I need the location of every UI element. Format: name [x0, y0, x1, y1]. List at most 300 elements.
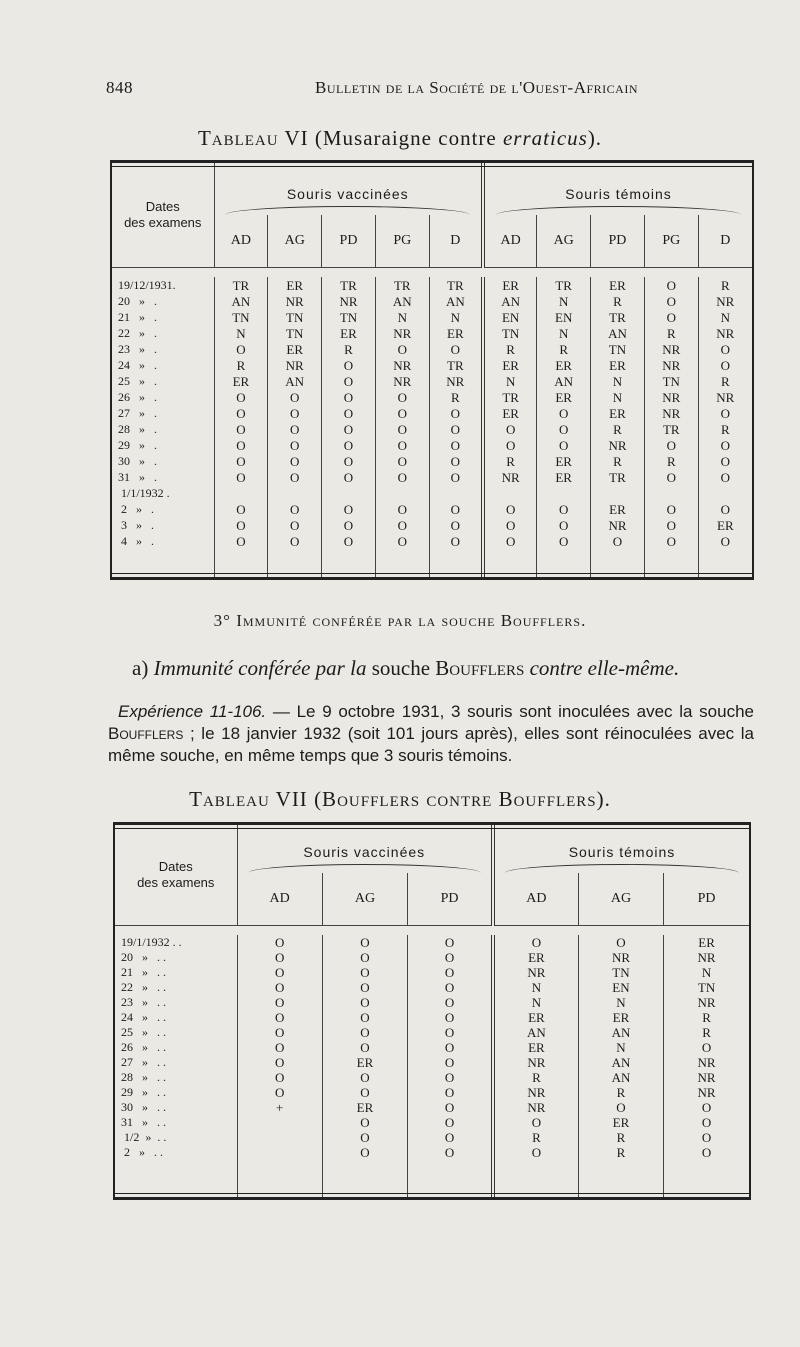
cell-control: R [578, 1145, 663, 1160]
table-row [112, 501, 752, 517]
cell-control: NR [493, 965, 578, 980]
cell-control: R [483, 453, 537, 469]
cell-control: NR [716, 293, 735, 309]
cell-vaccinated: O [375, 517, 429, 533]
row-date: 30 » . [112, 453, 214, 469]
cell-control: N [537, 325, 591, 341]
cell-vaccinated: O [429, 501, 483, 517]
cell-vaccinated: ER [268, 277, 322, 293]
cell-control: TN [483, 325, 537, 341]
cell-vaccinated: O [214, 389, 268, 405]
cell-vaccinated: ER [214, 373, 268, 389]
cell-vaccinated: O [408, 1070, 493, 1085]
cell-vaccinated: O [429, 405, 483, 421]
cell-vaccinated: O [237, 1085, 322, 1100]
cell-vaccinated: O [214, 437, 268, 453]
cell-vaccinated: AN [268, 373, 322, 389]
cell-control: O [720, 501, 731, 517]
cell-vaccinated: O [268, 501, 322, 517]
cell-vaccinated: O [237, 935, 322, 950]
cell-control: R [483, 341, 537, 357]
subhead-plain: souche [366, 656, 436, 680]
cell-control: NR [697, 1055, 716, 1070]
cell-control: N [578, 995, 663, 1010]
cell-vaccinated: O [322, 421, 376, 437]
cell-control: R [721, 373, 730, 389]
subhead-a: a) [132, 656, 154, 680]
table-row [115, 1010, 749, 1025]
cell-vaccinated: TR [375, 277, 429, 293]
cell-control: N [701, 965, 712, 980]
cell-vaccinated [429, 485, 483, 501]
para-part1: — Le 9 octobre 1931, 3 souris sont inoculées avec la souche [266, 702, 754, 721]
cell-vaccinated: O [214, 501, 268, 517]
cell-control: TR [644, 421, 698, 437]
row-date: 3 » . [112, 517, 214, 533]
cell-vaccinated: O [214, 421, 268, 437]
cell-control: TN [591, 341, 645, 357]
table6-group-control [483, 163, 752, 215]
cell-control: O [537, 437, 591, 453]
cell-vaccinated: TN [268, 309, 322, 325]
row-date: 25 » . [112, 373, 214, 389]
cell-control: N [493, 980, 578, 995]
cell-control: O [644, 501, 698, 517]
cell-vaccinated: O [408, 1115, 493, 1130]
row-date: 28 » . . [115, 1070, 237, 1085]
cell-vaccinated: O [322, 1130, 407, 1145]
cell-vaccinated [214, 485, 268, 501]
page-header [106, 78, 758, 102]
cell-vaccinated: O [375, 421, 429, 437]
table7-col-header: AG [578, 873, 663, 925]
cell-control: O [644, 517, 698, 533]
cell-control: O [701, 1115, 712, 1130]
cell-control: TR [537, 277, 591, 293]
cell-vaccinated: AN [375, 293, 429, 309]
cell-vaccinated: O [268, 437, 322, 453]
table7-col-header: PD [697, 890, 716, 906]
cell-control: NR [493, 1100, 578, 1115]
cell-control: ER [483, 405, 537, 421]
cell-vaccinated: O [375, 469, 429, 485]
cell-control: R [578, 1130, 663, 1145]
table6 [110, 160, 754, 580]
cell-vaccinated: O [322, 995, 407, 1010]
table6-col-header: PD [322, 215, 376, 267]
cell-control: O [644, 533, 698, 549]
cell-control: O [483, 437, 537, 453]
table7-dates-header [115, 825, 237, 925]
row-date: 27 » . . [115, 1055, 237, 1070]
cell-control: O [720, 469, 731, 485]
subhead-italic2: contre elle-même. [524, 656, 680, 680]
cell-vaccinated: O [375, 437, 429, 453]
cell-control: NR [644, 405, 698, 421]
cell-control: AN [493, 1025, 578, 1040]
cell-vaccinated: O [408, 1085, 493, 1100]
cell-vaccinated: O [408, 935, 493, 950]
cell-control: R [702, 1010, 711, 1025]
cell-vaccinated [237, 1130, 322, 1145]
cell-vaccinated: O [268, 469, 322, 485]
table-row [112, 437, 752, 453]
row-date: 25 » . . [115, 1025, 237, 1040]
table6-title-prefix: Tableau VI [197, 126, 309, 150]
table7-group-vaccinated [237, 825, 493, 873]
table7-col-header: AD [237, 873, 322, 925]
table-row [112, 341, 752, 357]
table7-col-header: AG [322, 873, 407, 925]
cell-vaccinated: NR [375, 357, 429, 373]
cell-vaccinated: O [268, 405, 322, 421]
cell-vaccinated: O [408, 1100, 493, 1115]
cell-control: O [644, 437, 698, 453]
cell-vaccinated: O [408, 950, 493, 965]
table-row [112, 309, 752, 325]
cell-control: O [483, 533, 537, 549]
cell-vaccinated: O [322, 373, 376, 389]
cell-vaccinated: O [408, 980, 493, 995]
cell-vaccinated: O [322, 501, 376, 517]
row-date: 19/1/1932 . . [115, 935, 237, 950]
row-date: 26 » . [112, 389, 214, 405]
cell-vaccinated: O [375, 533, 429, 549]
table7-group-control-label: Souris témoins [568, 844, 676, 860]
row-date: 24 » . . [115, 1010, 237, 1025]
table-row [112, 453, 752, 469]
cell-control [644, 485, 698, 501]
cell-vaccinated: ER [268, 341, 322, 357]
table-row [115, 950, 749, 965]
cell-control: TN [644, 373, 698, 389]
table7-dates-header-2: des examens [137, 874, 215, 890]
row-date: 26 » . . [115, 1040, 237, 1055]
cell-control: O [644, 309, 698, 325]
cell-control: NR [644, 389, 698, 405]
cell-vaccinated: O [214, 469, 268, 485]
cell-vaccinated: O [429, 469, 483, 485]
table7-col-header: AD [493, 873, 578, 925]
cell-control: ER [493, 1040, 578, 1055]
cell-vaccinated: O [237, 995, 322, 1010]
cell-control: EN [483, 309, 537, 325]
cell-control: R [591, 453, 645, 469]
cell-vaccinated [375, 485, 429, 501]
cell-control: NR [697, 1085, 716, 1100]
cell-control: NR [697, 995, 716, 1010]
table6-col-header: AG [537, 215, 591, 267]
table-row [115, 965, 749, 980]
cell-control: O [644, 277, 698, 293]
table-row [112, 389, 752, 405]
cell-vaccinated: O [268, 453, 322, 469]
table7 [113, 822, 751, 1200]
cell-vaccinated: O [408, 995, 493, 1010]
cell-vaccinated: O [237, 980, 322, 995]
table-row [112, 405, 752, 421]
cell-vaccinated: N [429, 309, 483, 325]
cell-vaccinated: O [322, 517, 376, 533]
cell-control: AN [537, 373, 591, 389]
cell-vaccinated: NR [268, 357, 322, 373]
cell-control: TN [578, 965, 663, 980]
cell-vaccinated: O [408, 1145, 493, 1160]
experiment-label: Expérience 11-106. [118, 702, 267, 721]
section3-subhead [132, 656, 679, 681]
cell-control: O [701, 1145, 712, 1160]
row-date: 19/12/1931. [112, 277, 214, 293]
cell-vaccinated: NR [268, 293, 322, 309]
row-date: 30 » . . [115, 1100, 237, 1115]
cell-vaccinated: O [375, 341, 429, 357]
cell-control: ER [537, 453, 591, 469]
cell-control: ER [591, 357, 645, 373]
para-sc: Boufflers [108, 724, 184, 743]
cell-control: ER [591, 405, 645, 421]
cell-vaccinated: O [322, 389, 376, 405]
cell-control: ER [483, 277, 537, 293]
brace-icon [248, 864, 481, 873]
cell-control: O [483, 501, 537, 517]
table7-dates-header-1: Dates [158, 858, 193, 874]
table-row [115, 935, 749, 950]
cell-control [591, 485, 645, 501]
cell-control: NR [716, 325, 735, 341]
cell-control: O [720, 437, 731, 453]
table-row [115, 1025, 749, 1040]
cell-control: O [701, 1040, 712, 1055]
cell-vaccinated: N [375, 309, 429, 325]
cell-vaccinated: O [322, 1145, 407, 1160]
table6-col-header: D [720, 232, 731, 248]
row-date: 31 » . [112, 469, 214, 485]
cell-vaccinated: O [237, 1055, 322, 1070]
brace-icon [225, 206, 470, 215]
cell-control: N [591, 389, 645, 405]
cell-control: O [578, 935, 663, 950]
cell-control: TR [591, 469, 645, 485]
cell-control: TN [697, 980, 716, 995]
cell-control: AN [591, 325, 645, 341]
row-date: 1/1/1932 . [112, 485, 214, 501]
row-date: 20 » . [112, 293, 214, 309]
cell-vaccinated: O [322, 1025, 407, 1040]
cell-control [537, 485, 591, 501]
cell-control: ER [483, 357, 537, 373]
cell-control: ER [578, 1010, 663, 1025]
cell-vaccinated: O [408, 1055, 493, 1070]
table-row [112, 277, 752, 293]
cell-vaccinated: N [214, 325, 268, 341]
cell-control: NR [493, 1055, 578, 1070]
table6-col-header: PG [375, 215, 429, 267]
cell-control [483, 485, 537, 501]
cell-vaccinated [268, 485, 322, 501]
table6-col-header: D [429, 215, 483, 267]
table6-title-main: (Musaraigne contre [308, 126, 503, 150]
cell-vaccinated: NR [375, 325, 429, 341]
cell-control: N [493, 995, 578, 1010]
row-date: 21 » . [112, 309, 214, 325]
cell-vaccinated: O [429, 341, 483, 357]
row-date: 4 » . [112, 533, 214, 549]
cell-control: ER [717, 517, 734, 533]
cell-control: O [537, 405, 591, 421]
cell-vaccinated: ER [322, 1055, 407, 1070]
cell-control: R [591, 421, 645, 437]
table-row [115, 980, 749, 995]
cell-vaccinated: O [268, 389, 322, 405]
table-row [112, 325, 752, 341]
table-row [115, 1055, 749, 1070]
cell-control: O [483, 517, 537, 533]
cell-vaccinated: O [375, 501, 429, 517]
row-date: 22 » . [112, 325, 214, 341]
table-row [112, 421, 752, 437]
cell-vaccinated: O [214, 533, 268, 549]
table6-col-header: PD [591, 215, 645, 267]
table6-dates-header-2: des examens [124, 214, 202, 230]
cell-vaccinated: O [214, 341, 268, 357]
cell-vaccinated: O [322, 980, 407, 995]
row-date: 23 » . [112, 341, 214, 357]
cell-vaccinated: O [322, 1040, 407, 1055]
table-row [112, 517, 752, 533]
cell-control: AN [483, 293, 537, 309]
para-part2: ; le 18 janvier 1932 (soit 101 jours après), elles sont réinoculées avec la même souche, en même temps que 3 souris témoins. [108, 724, 754, 765]
cell-vaccinated: O [429, 517, 483, 533]
row-date: 2 » . [112, 501, 214, 517]
cell-control: NR [591, 517, 645, 533]
table-row [112, 469, 752, 485]
cell-vaccinated: O [375, 389, 429, 405]
cell-vaccinated: O [322, 1115, 407, 1130]
table-row [115, 1070, 749, 1085]
cell-control: R [644, 453, 698, 469]
cell-vaccinated: O [408, 1040, 493, 1055]
table6-title-italic: erraticus [502, 126, 588, 150]
cell-control: R [721, 421, 730, 437]
table7-group-vaccinated-label: Souris vaccinées [303, 844, 426, 860]
cell-control: R [493, 1070, 578, 1085]
cell-vaccinated: O [322, 469, 376, 485]
cell-vaccinated: TN [214, 309, 268, 325]
cell-vaccinated: O [429, 453, 483, 469]
cell-vaccinated: O [429, 533, 483, 549]
table6-col-header: AD [483, 215, 537, 267]
cell-vaccinated: O [322, 453, 376, 469]
cell-control: O [701, 1100, 712, 1115]
table6-title-suffix: ). [587, 126, 603, 150]
cell-control: NR [493, 1085, 578, 1100]
table6-col-header: PG [644, 215, 698, 267]
cell-control: N [720, 309, 731, 325]
table7-col-header: PD [408, 873, 493, 925]
cell-control: N [537, 293, 591, 309]
cell-control: O [591, 533, 645, 549]
cell-vaccinated: ER [322, 325, 376, 341]
row-date: 27 » . [112, 405, 214, 421]
cell-control: AN [578, 1055, 663, 1070]
cell-vaccinated: NR [429, 373, 483, 389]
table7-grid [115, 825, 749, 1197]
cell-vaccinated: R [429, 389, 483, 405]
cell-control: TR [591, 309, 645, 325]
cell-control: R [591, 293, 645, 309]
cell-vaccinated: O [322, 533, 376, 549]
cell-control: R [578, 1085, 663, 1100]
experiment-paragraph [108, 701, 754, 767]
cell-control: O [701, 1130, 712, 1145]
cell-control: ER [493, 950, 578, 965]
table6-col-header: AD [214, 215, 268, 267]
row-date: 20 » . . [115, 950, 237, 965]
table-row [112, 485, 752, 501]
cell-vaccinated: R [214, 357, 268, 373]
cell-control: NR [644, 341, 698, 357]
cell-control: O [483, 421, 537, 437]
table7-title-main: (Boufflers contre Boufflers). [307, 787, 611, 811]
cell-control: N [483, 373, 537, 389]
cell-control: O [537, 517, 591, 533]
table-row [112, 293, 752, 309]
cell-control: N [578, 1040, 663, 1055]
cell-vaccinated: O [237, 1025, 322, 1040]
subhead-sc: Boufflers [435, 656, 525, 680]
cell-vaccinated: O [429, 421, 483, 437]
cell-vaccinated: O [237, 1070, 322, 1085]
cell-vaccinated: O [214, 405, 268, 421]
cell-vaccinated: ER [429, 325, 483, 341]
cell-control: O [578, 1100, 663, 1115]
cell-vaccinated: NR [322, 293, 376, 309]
cell-vaccinated: O [214, 517, 268, 533]
cell-vaccinated: TR [429, 277, 483, 293]
cell-control: ER [493, 1010, 578, 1025]
cell-vaccinated [237, 1145, 322, 1160]
cell-vaccinated: O [322, 357, 376, 373]
cell-control: NR [578, 950, 663, 965]
row-date: 28 » . [112, 421, 214, 437]
cell-control: NR [483, 469, 537, 485]
cell-vaccinated: O [375, 453, 429, 469]
cell-vaccinated: O [375, 405, 429, 421]
cell-vaccinated: O [322, 437, 376, 453]
table-row [115, 995, 749, 1010]
cell-vaccinated: O [322, 950, 407, 965]
table7-group-control [493, 825, 749, 873]
cell-control: O [644, 293, 698, 309]
row-date: 29 » . . [115, 1085, 237, 1100]
cell-vaccinated: O [237, 950, 322, 965]
cell-vaccinated: TN [268, 325, 322, 341]
table-row [112, 533, 752, 549]
cell-vaccinated: O [214, 453, 268, 469]
table-row [112, 357, 752, 373]
cell-control: ER [698, 935, 715, 950]
cell-control: O [537, 421, 591, 437]
cell-vaccinated: O [322, 1085, 407, 1100]
table-row [115, 1085, 749, 1100]
cell-vaccinated: AN [429, 293, 483, 309]
cell-control: NR [644, 357, 698, 373]
subhead-italic1: Immunité conférée par la [153, 656, 367, 680]
row-date: 2 » . . [115, 1145, 237, 1160]
cell-control: NR [697, 1070, 716, 1085]
cell-control: AN [578, 1025, 663, 1040]
cell-vaccinated: O [268, 421, 322, 437]
